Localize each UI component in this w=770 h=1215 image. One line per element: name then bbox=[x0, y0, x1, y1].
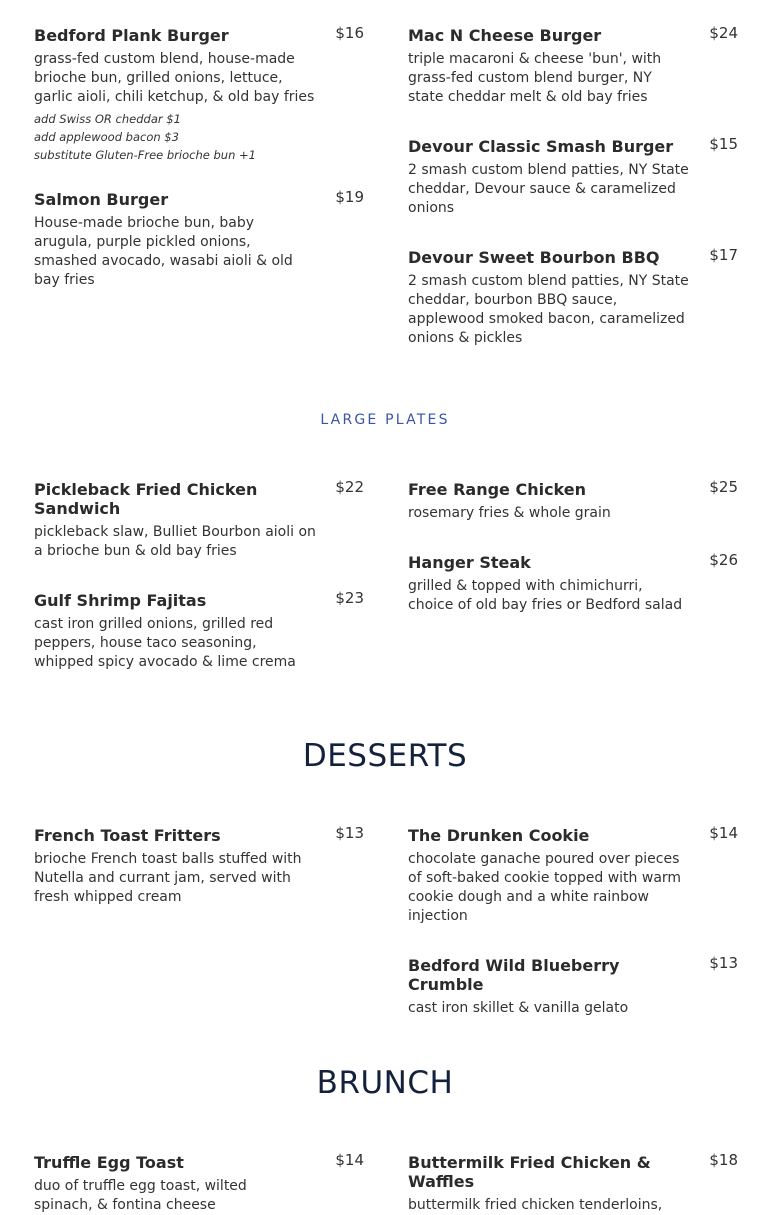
item-name: French Toast Fritters bbox=[34, 826, 221, 845]
item-price: $14 bbox=[335, 1151, 364, 1169]
item-price: $24 bbox=[709, 24, 738, 42]
item-addons bbox=[34, 110, 364, 164]
item-price: $14 bbox=[709, 824, 738, 842]
item-description: grass-fed custom blend, house-made brioche bun, grilled onions, lettuce, garlic aioli, chili ketchup, & old bay fries bbox=[34, 51, 315, 105]
item-name: Bedford Wild Blueberry Crumble bbox=[408, 956, 620, 994]
menu-item-gulf-shrimp-fajitas bbox=[34, 591, 364, 672]
item-name: Salmon Burger bbox=[34, 190, 169, 209]
menu-item-the-drunken-cookie bbox=[408, 826, 738, 926]
item-price: $19 bbox=[335, 188, 364, 206]
item-name: Devour Sweet Bourbon BBQ bbox=[408, 248, 660, 267]
burgers-right-column bbox=[408, 26, 738, 348]
menu-item-devour-sweet-bourbon-bbq bbox=[408, 248, 738, 348]
menu-item-buttermilk-fried-chicken-waffles bbox=[408, 1153, 738, 1215]
burgers-left-column bbox=[34, 26, 364, 290]
item-price: $16 bbox=[335, 24, 364, 42]
menu-item-pickleback-fried-chicken-sandwich bbox=[34, 480, 364, 561]
brunch-right-column bbox=[408, 1153, 738, 1215]
item-price: $17 bbox=[709, 246, 738, 264]
item-description: pickleback slaw, Bulliet Bourbon aioli on a brioche bun & old bay fries bbox=[34, 524, 316, 559]
section-heading-brunch: BRUNCH bbox=[316, 1065, 454, 1101]
item-description: chocolate ganache poured over pieces of soft-baked cookie topped with warm cookie dough and a white rainbow injection bbox=[408, 851, 682, 924]
menu-item-free-range-chicken bbox=[408, 480, 738, 523]
item-description: brioche French toast balls stuffed with Nutella and currant jam, served with fresh whipped cream bbox=[34, 851, 302, 905]
item-price: $18 bbox=[709, 1151, 738, 1169]
section-heading-large-plates: LARGE PLATES bbox=[320, 412, 450, 428]
addon-note: add Swiss OR cheddar $1 bbox=[34, 112, 181, 126]
menu-item-mac-n-cheese-burger bbox=[408, 26, 738, 107]
item-name: Devour Classic Smash Burger bbox=[408, 137, 674, 156]
large-plates-left-column bbox=[34, 480, 364, 672]
item-description: triple macaroni & cheese 'bun', with grass-fed custom blend burger, NY state cheddar melt & old bay fries bbox=[408, 51, 662, 105]
item-description: rosemary fries & whole grain bbox=[408, 505, 611, 521]
item-name: Free Range Chicken bbox=[408, 480, 587, 499]
section-heading-desserts: DESSERTS bbox=[302, 738, 468, 774]
addon-note: substitute Gluten-Free brioche bun +1 bbox=[34, 148, 256, 162]
item-description: 2 smash custom blend patties, NY State cheddar, Devour sauce & caramelized onions bbox=[408, 162, 689, 216]
menu-item-hanger-steak bbox=[408, 553, 738, 615]
item-price: $13 bbox=[709, 954, 738, 972]
item-price: $13 bbox=[335, 824, 364, 842]
item-description: 2 smash custom blend patties, NY State cheddar, bourbon BBQ sauce, applewood smoked bacon, caramelized onions & pickles bbox=[408, 273, 689, 346]
menu-item-bedford-plank-burger bbox=[34, 26, 364, 164]
item-price: $25 bbox=[709, 478, 738, 496]
item-name: The Drunken Cookie bbox=[408, 826, 590, 845]
item-description: House-made brioche bun, baby arugula, purple pickled onions, smashed avocado, wasabi aioli & old bay fries bbox=[34, 215, 293, 288]
menu-item-salmon-burger bbox=[34, 190, 364, 290]
item-name: Pickleback Fried Chicken Sandwich bbox=[34, 480, 258, 518]
item-name: Truffle Egg Toast bbox=[34, 1153, 184, 1172]
desserts-left-column bbox=[34, 826, 364, 907]
item-description: buttermilk fried chicken tenderloins, bbox=[408, 1197, 663, 1213]
item-name: Bedford Plank Burger bbox=[34, 26, 229, 45]
item-price: $15 bbox=[709, 135, 738, 153]
desserts-right-column bbox=[408, 826, 738, 1018]
item-name: Gulf Shrimp Fajitas bbox=[34, 591, 207, 610]
item-description: grilled & topped with chimichurri, choice of old bay fries or Bedford salad bbox=[408, 578, 683, 613]
item-name: Mac N Cheese Burger bbox=[408, 26, 602, 45]
item-name: Buttermilk Fried Chicken & Waffles bbox=[408, 1153, 651, 1191]
item-price: $22 bbox=[335, 478, 364, 496]
menu-item-french-toast-fritters bbox=[34, 826, 364, 907]
addon-note: add applewood bacon $3 bbox=[34, 130, 179, 144]
item-name: Hanger Steak bbox=[408, 553, 531, 572]
brunch-left-column bbox=[34, 1153, 364, 1215]
item-price: $26 bbox=[709, 551, 738, 569]
menu-item-devour-classic-smash-burger bbox=[408, 137, 738, 218]
menu-item-truffle-egg-toast bbox=[34, 1153, 364, 1215]
item-description: cast iron skillet & vanilla gelato bbox=[408, 1000, 629, 1016]
menu-item-bedford-wild-blueberry-crumble bbox=[408, 956, 738, 1018]
large-plates-right-column bbox=[408, 480, 738, 615]
item-price: $23 bbox=[335, 589, 364, 607]
item-description: duo of truffle egg toast, wilted spinach, & fontina cheese bbox=[34, 1178, 247, 1213]
item-description: cast iron grilled onions, grilled red peppers, house taco seasoning, whipped spicy avocado & lime crema bbox=[34, 616, 296, 670]
